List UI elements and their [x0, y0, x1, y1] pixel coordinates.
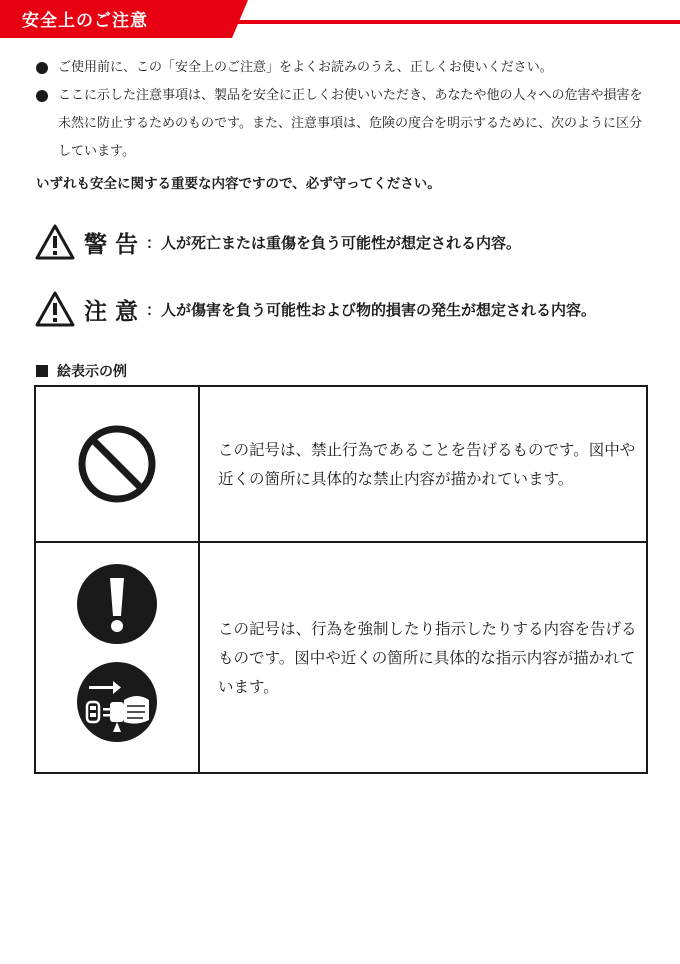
warning-signal — [34, 222, 521, 262]
bullet-dot-icon — [36, 90, 48, 102]
unplug-icon — [77, 662, 157, 742]
examples-title — [36, 361, 127, 381]
warning-description: ：人が死亡または重傷を負う可能性が想定される内容。 — [146, 233, 522, 252]
table-row — [36, 543, 646, 772]
caution-word: 注意 — [84, 298, 146, 325]
emphasis-note: いずれも安全に関する重要な内容ですので、必ず守ってください。 — [36, 176, 441, 192]
caution-description: ：人が傷害を負う可能性および物的損害の発生が想定される内容。 — [146, 300, 597, 319]
caution-signal — [34, 289, 596, 329]
bullet-item — [36, 82, 650, 166]
prohibition-icon — [77, 424, 157, 504]
mandatory-action-icon — [77, 564, 157, 644]
table-row — [36, 387, 646, 543]
bullet-dot-icon — [36, 62, 48, 74]
intro-bullets — [36, 54, 650, 166]
warning-triangle-icon — [34, 223, 76, 261]
page-title: 安全上のご注意 — [22, 11, 148, 31]
bullet-text: ご使用前に、この「安全上のご注意」をよくお読みのうえ、正しくお使いください。 — [58, 60, 553, 75]
pictogram-example-table — [34, 385, 648, 774]
mandatory-description: この記号は、行為を強制したり指示したりする内容を告げるものです。図中や近くの箇所に具体的な指示内容が描かれています。 — [218, 620, 637, 696]
warning-word: 警告 — [84, 231, 146, 258]
caution-triangle-icon — [34, 290, 76, 328]
prohibition-description: この記号は、禁止行為であることを告げるものです。図中や近くの箇所に具体的な禁止内容が描かれています。 — [218, 441, 636, 488]
bullet-text: ここに示した注意事項は、製品を安全に正しくお使いいただき、あなたや他の人々への危害や損害を未然に防止するためのものです。また、注意事項は、危険の度合を明示するために、次のように区分しています。 — [58, 88, 643, 159]
square-bullet-icon — [36, 365, 48, 377]
bullet-item — [36, 54, 650, 82]
examples-title-text: 絵表示の例 — [57, 364, 127, 380]
